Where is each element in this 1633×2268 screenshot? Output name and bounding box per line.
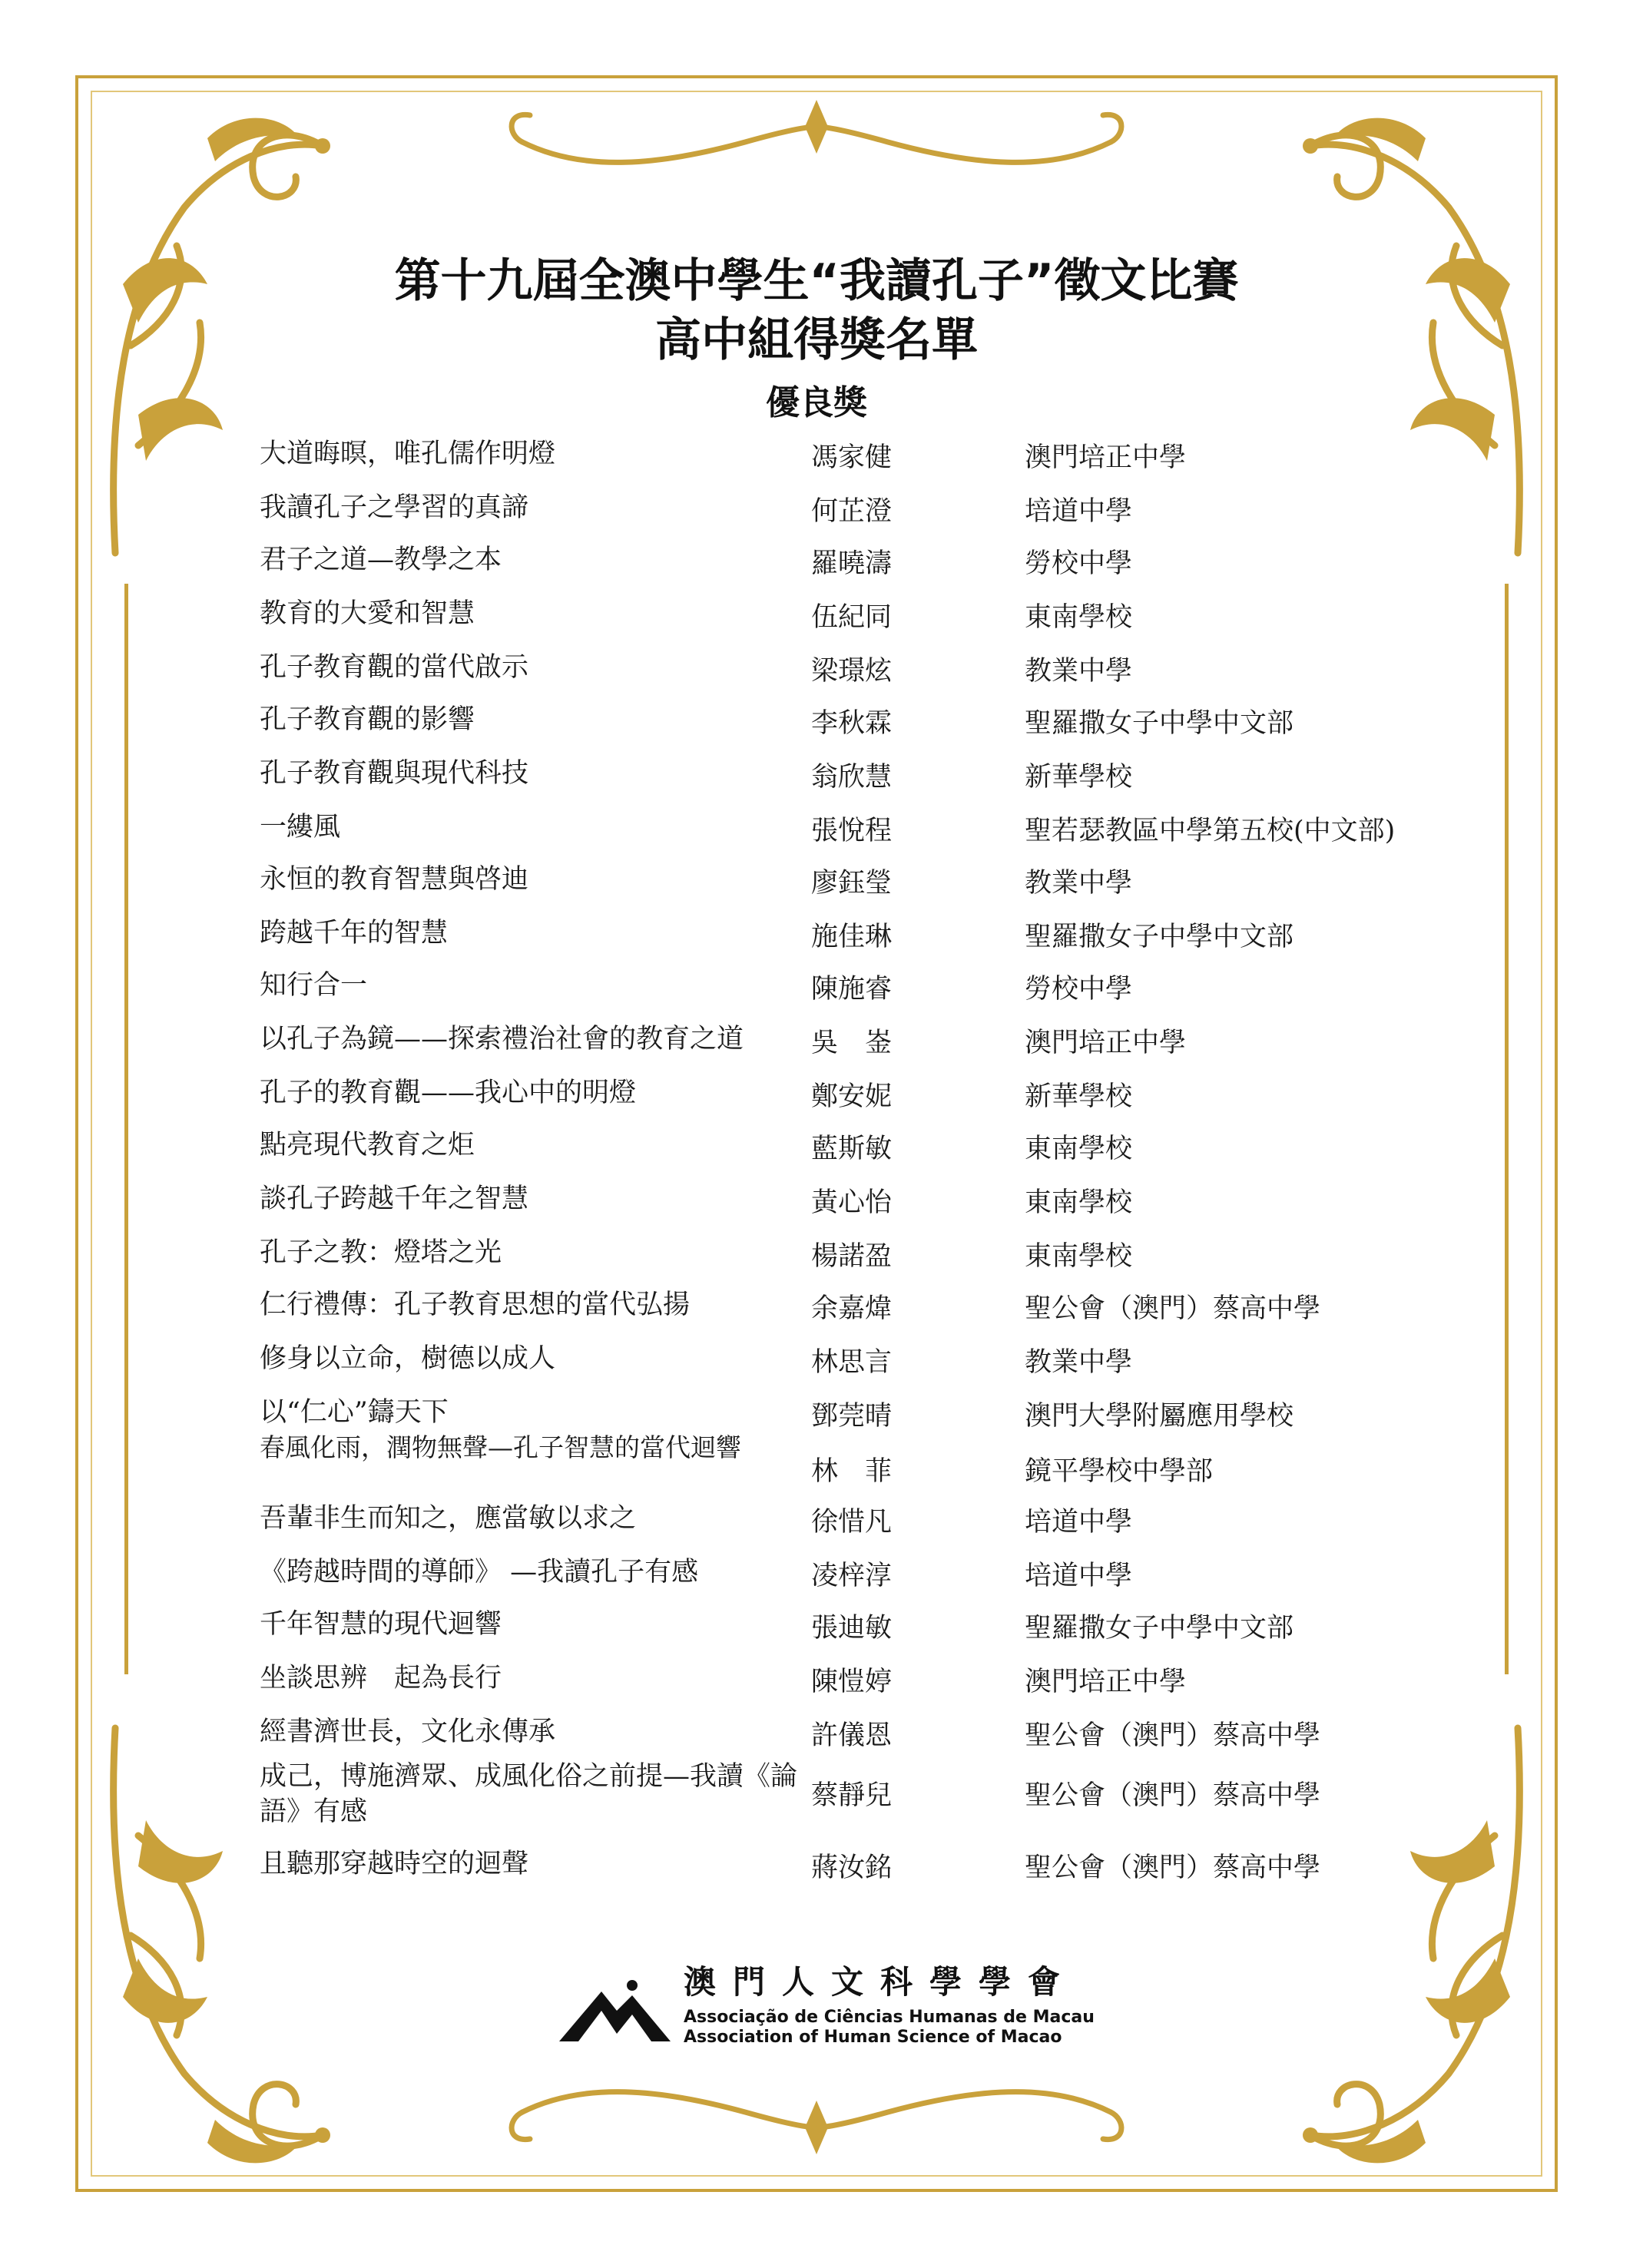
entry-author: 李秋霖 [811,708,893,739]
entry-school: 東南學校 [1025,1187,1133,1218]
entry-author: 張悅程 [811,816,893,846]
entry-author: 羅曉濤 [811,548,893,579]
entry-author: 陳愷婷 [811,1667,893,1697]
entry-title: 仁行禮傳：孔子教育思想的當代弘揚 [260,1290,691,1320]
entry-author: 楊諾盈 [811,1241,893,1272]
organizer-name-en: Association of Human Science of Macao [684,2028,1062,2047]
entry-author: 林 菲 [811,1456,893,1487]
entry-title: 永恒的教育智慧與啓迪 [260,864,529,895]
entry-title: 成己，博施濟眾、成風化俗之前提—我讀《論語》有感 [260,1761,798,1827]
entry-author: 黃心怡 [811,1187,893,1218]
entry-title: 修身以立命，樹德以成人 [260,1343,556,1374]
entry-school: 新華學校 [1025,1081,1133,1112]
entry-school: 教業中學 [1025,656,1133,687]
entry-school: 澳門培正中學 [1025,442,1187,473]
entry-school: 培道中學 [1025,1561,1133,1591]
entry-school: 聖公會（澳門）蔡高中學 [1025,1720,1321,1751]
entry-title: 教育的大愛和智慧 [260,598,475,629]
entry-school: 新華學校 [1025,762,1133,793]
entry-title: 孔子教育觀的影響 [260,704,475,735]
bottom-center-scroll-icon [492,2074,1141,2158]
entry-author: 梁璟炫 [811,656,893,687]
entry-school: 勞校中學 [1025,974,1133,1005]
entry-author: 凌梓淳 [811,1561,893,1591]
entry-school: 教業中學 [1025,1347,1133,1378]
entry-school: 聖羅撒女子中學中文部 [1025,708,1294,739]
entry-school: 培道中學 [1025,496,1133,527]
entry-author: 林思言 [811,1347,893,1378]
entry-school: 勞校中學 [1025,548,1133,579]
entry-author: 伍紀同 [811,602,893,633]
award-category-heading: 優良獎 [766,383,867,422]
entry-school: 東南學校 [1025,602,1133,633]
entry-title: 春風化雨，潤物無聲—孔子智慧的當代迴響 [260,1432,741,1462]
entry-title: 且聽那穿越時空的迴聲 [260,1849,529,1879]
entry-title: 《跨越時間的導師》 —我讀孔子有感 [260,1557,699,1588]
entry-school: 聖公會（澳門）蔡高中學 [1025,1780,1321,1811]
page-title: 第十九屆全澳中學生“我讀孔子”徵文比賽 [394,254,1239,308]
entry-title: 我讀孔子之學習的真諦 [260,492,529,523]
entry-title: 孔子之教：燈塔之光 [260,1237,502,1268]
entry-author: 翁欣慧 [811,762,893,793]
entry-author: 鄧莞晴 [811,1401,893,1432]
entry-title: 坐談思辨 起為長行 [260,1663,502,1694]
entry-title: 跨越千年的智慧 [260,918,449,949]
entry-school: 聖若瑟教區中學第五校(中文部) [1025,816,1396,846]
entry-author: 施佳琳 [811,922,893,952]
organizer-name-cn: 澳門人文科學學會 [684,1963,1078,2001]
entry-school: 澳門大學附屬應用學校 [1025,1401,1294,1432]
entry-title: 知行合一 [260,970,368,1001]
top-center-scroll-icon [492,96,1141,180]
entry-title: 孔子的教育觀——我心中的明燈 [260,1078,637,1108]
entry-title: 經書濟世長，文化永傳承 [260,1717,556,1747]
entry-author: 蔡靜兒 [811,1780,893,1811]
entry-author: 陳施睿 [811,974,893,1005]
entry-author: 張迪敏 [811,1613,893,1644]
entry-title: 以孔子為鏡——探索禮治社會的教育之道 [260,1024,744,1055]
entry-author: 蔣汝銘 [811,1852,893,1883]
entry-author: 鄭安妮 [811,1081,893,1112]
entry-author: 吳 崟 [811,1028,893,1058]
entry-title: 吾輩非生而知之，應當敏以求之 [260,1503,637,1534]
entry-author: 廖鈺瑩 [811,868,893,899]
mountain-logo-icon [559,1976,671,2045]
entry-title: 君子之道—教學之本 [260,545,502,575]
entry-school: 東南學校 [1025,1241,1133,1272]
entry-school: 聖公會（澳門）蔡高中學 [1025,1852,1321,1883]
entry-school: 聖公會（澳門）蔡高中學 [1025,1293,1321,1324]
entry-author: 余嘉煒 [811,1293,893,1324]
entry-title: 以“仁心”鑄天下 [260,1397,449,1428]
entry-school: 教業中學 [1025,868,1133,899]
bottom-right-flourish-icon [1295,1713,1541,2189]
page-subtitle: 高中組得獎名單 [655,313,978,367]
entry-title: 一縷風 [260,812,341,843]
entry-title: 孔子教育觀與現代科技 [260,758,529,789]
entry-title: 談孔子跨越千年之智慧 [260,1184,529,1214]
entry-author: 何芷澄 [811,496,893,527]
organizer-logo [559,1957,1097,2057]
entry-school: 聖羅撒女子中學中文部 [1025,1613,1294,1644]
entry-school: 澳門培正中學 [1025,1667,1187,1697]
entry-school: 東南學校 [1025,1134,1133,1164]
right-side-rule [1505,584,1509,1674]
entry-school: 鏡平學校中學部 [1025,1456,1214,1487]
left-side-rule [124,584,128,1674]
entry-title: 大道晦暝，唯孔儒作明燈 [260,439,556,469]
entry-author: 許儀恩 [811,1720,893,1751]
entry-school: 培道中學 [1025,1507,1133,1538]
organizer-name-pt: Associação de Ciências Humanas de Macau [684,2008,1095,2027]
entry-author: 徐惜凡 [811,1507,893,1538]
entry-author: 藍斯敏 [811,1134,893,1164]
entry-school: 聖羅撒女子中學中文部 [1025,922,1294,952]
entry-school: 澳門培正中學 [1025,1028,1187,1058]
entry-author: 馮家健 [811,442,893,473]
entry-title: 千年智慧的現代迴響 [260,1609,502,1640]
entry-title: 點亮現代教育之炬 [260,1130,475,1160]
entry-title: 孔子教育觀的當代啟示 [260,652,529,683]
